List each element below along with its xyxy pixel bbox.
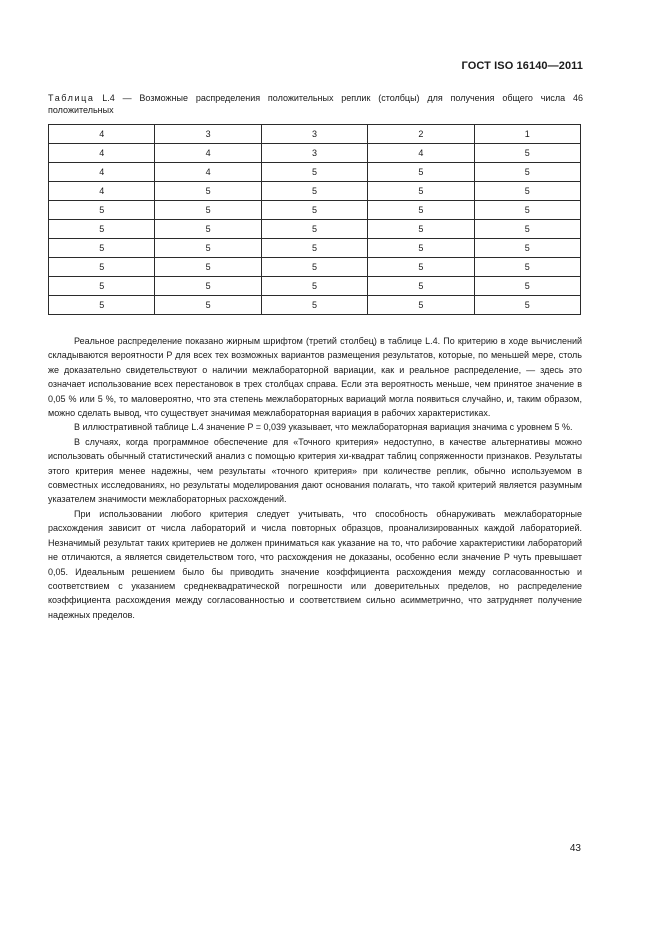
table-cell: 4 bbox=[368, 144, 474, 163]
table-cell: 5 bbox=[49, 220, 155, 239]
table-cell: 5 bbox=[261, 258, 367, 277]
table-cell: 5 bbox=[261, 220, 367, 239]
table-row bbox=[49, 277, 581, 296]
table-cell: 5 bbox=[474, 220, 580, 239]
table-cell: 5 bbox=[49, 239, 155, 258]
table-caption-label: Таблица bbox=[48, 93, 95, 103]
table-cell: 5 bbox=[155, 239, 261, 258]
table-cell: 4 bbox=[49, 163, 155, 182]
table-cell: 4 bbox=[155, 144, 261, 163]
table-cell: 5 bbox=[368, 163, 474, 182]
table-row bbox=[49, 258, 581, 277]
table-cell: 3 bbox=[261, 144, 367, 163]
table-row bbox=[49, 220, 581, 239]
table-cell: 5 bbox=[474, 277, 580, 296]
table-cell: 5 bbox=[368, 258, 474, 277]
table-cell: 5 bbox=[368, 201, 474, 220]
table-cell: 5 bbox=[155, 296, 261, 315]
table-cell: 5 bbox=[261, 296, 367, 315]
paragraph: При использовании любого критерия следует учитывать, что способность обнаруживать межлабораторные расхождения зависит от числа лабораторий и числа повторных образцов, проанализированных каждой лабораторией. Незначимый результат таких критериев не должен приниматься как указание на то, что рабочие характеристики лабораторий не отличаются, а является свидетельством того, что расхождения не доказаны, особенно если значение P чуть превышает 0,05. Идеальным решением было бы приводить значение коэффициента расхождения между согласованностью и соответствием с указанием среднеквадратической погрешности или доверительных пределов, но распределение коэффициента расхождения между согласованностью и соответствием сильно асимметрично, что затрудняет получение надежных пределов. bbox=[48, 508, 582, 620]
table-row bbox=[49, 201, 581, 220]
table-caption bbox=[48, 92, 583, 116]
table-cell: 5 bbox=[474, 201, 580, 220]
table-cell: 5 bbox=[368, 239, 474, 258]
table-cell: 5 bbox=[474, 296, 580, 315]
table-cell: 5 bbox=[368, 182, 474, 201]
table-cell: 5 bbox=[368, 220, 474, 239]
table-cell: 5 bbox=[261, 182, 367, 201]
table-cell: 5 bbox=[49, 201, 155, 220]
table-cell: 2 bbox=[368, 125, 474, 144]
distribution-table bbox=[48, 124, 581, 315]
table-cell: 3 bbox=[155, 125, 261, 144]
table-cell: 5 bbox=[155, 201, 261, 220]
paragraph: Реальное распределение показано жирным шрифтом (третий столбец) в таблице L.4. По критерию в ходе вычислений складываются вероятности P для всех тех возможных вариантов размещения результатов, которые, по меньшей мере, столь же доказательно свидетельствуют о наличии межлабораторной вариации, как и реальное распределение, — здесь это означает использование всех перестановок в трех столбцах справа. Если эта вероятность меньше, чем принятое значение в 0,05 % или 5 %, то маловероятно, что эта степень межлабораторных вариаций могла появиться случайно, и, таким образом, можно сделать вывод, что существует значимая межлабораторная вариация в рабочих характеристиках. bbox=[48, 336, 582, 419]
table-cell: 5 bbox=[474, 239, 580, 258]
table-cell: 4 bbox=[155, 163, 261, 182]
table-cell: 4 bbox=[49, 144, 155, 163]
table-cell: 5 bbox=[155, 258, 261, 277]
body-text bbox=[48, 334, 582, 622]
table-row bbox=[49, 144, 581, 163]
table-cell: 5 bbox=[261, 277, 367, 296]
table-cell: 5 bbox=[49, 258, 155, 277]
table-cell: 5 bbox=[368, 277, 474, 296]
table-cell: 5 bbox=[261, 201, 367, 220]
table-row bbox=[49, 239, 581, 258]
table-cell: 5 bbox=[474, 258, 580, 277]
table-cell: 1 bbox=[474, 125, 580, 144]
table-cell: 5 bbox=[49, 277, 155, 296]
table-cell: 5 bbox=[155, 220, 261, 239]
document-standard-header: ГОСТ ISO 16140—2011 bbox=[461, 60, 583, 72]
table-cell: 5 bbox=[261, 163, 367, 182]
table-row bbox=[49, 182, 581, 201]
table-row bbox=[49, 125, 581, 144]
table-cell: 5 bbox=[261, 239, 367, 258]
table-row bbox=[49, 296, 581, 315]
table-cell: 5 bbox=[474, 163, 580, 182]
table-cell: 4 bbox=[49, 182, 155, 201]
table-cell: 5 bbox=[368, 296, 474, 315]
table-cell: 5 bbox=[155, 182, 261, 201]
page-number: 43 bbox=[569, 843, 581, 854]
table-cell: 5 bbox=[155, 277, 261, 296]
table-cell: 3 bbox=[261, 125, 367, 144]
table-cell: 4 bbox=[49, 125, 155, 144]
table-caption-text: L.4 — Возможные распределения положительных реплик (столбцы) для получения общего числа 46 положительных bbox=[48, 93, 583, 115]
table-row bbox=[49, 163, 581, 182]
table-cell: 5 bbox=[49, 296, 155, 315]
paragraph: В случаях, когда программное обеспечение для «Точного критерия» недоступно, в качестве альтернативы можно использовать обычный статистический анализ с помощью критерия хи-квадрат таблиц сопряженности признаков. Результаты этого критерия менее надежны, чем результаты «точного критерия» при количестве реплик, обычно используемом в совместных исследованиях, но результаты моделирования дают основания полагать, что такой критерий является разумным указателем значимости межлабораторных расхождений. bbox=[48, 436, 582, 505]
paragraph: В иллюстративной таблице L.4 значение P = 0,039 указывает, что межлабораторная вариация значима с уровнем 5 %. bbox=[74, 422, 573, 433]
table-cell: 5 bbox=[474, 144, 580, 163]
table-cell: 5 bbox=[474, 182, 580, 201]
